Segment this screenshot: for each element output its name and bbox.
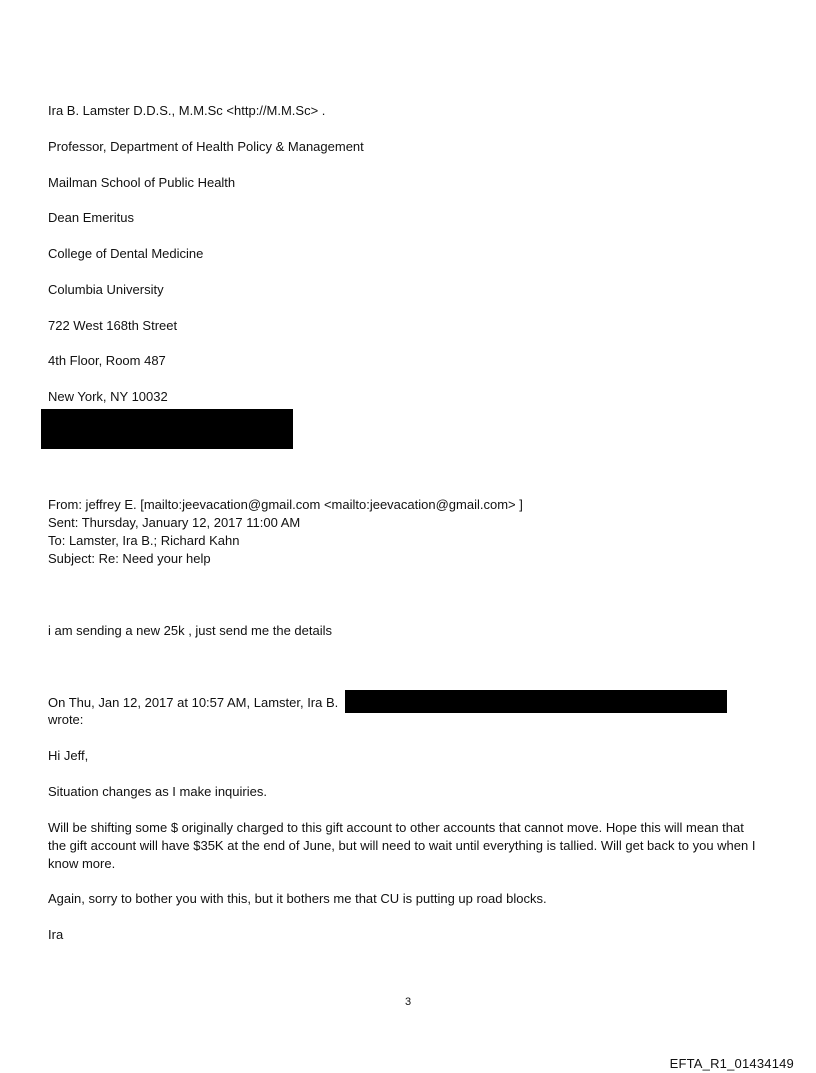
signature-title: Professor, Department of Health Policy & Management [48,139,364,154]
quoted-greeting: Hi Jeff, [48,748,89,763]
quoted-signoff: Ira [48,927,64,942]
email-sent: Sent: Thursday, January 12, 2017 11:00 AM [48,515,301,530]
signature-college: College of Dental Medicine [48,246,204,261]
page-number: 3 [404,996,412,1008]
redaction-box [345,690,727,713]
quoted-paragraph-1: Situation changes as I make inquiries. [48,784,267,799]
quoted-attribution: On Thu, Jan 12, 2017 at 10:57 AM, Lamster, Ira B. [48,695,339,710]
signature-role: Dean Emeritus [48,210,134,225]
quoted-wrote: wrote: [48,712,84,727]
signature-city: New York, NY 10032 [48,389,168,404]
email-to: To: Lamster, Ira B.; Richard Kahn [48,533,240,548]
redaction-box [41,409,293,449]
signature-street: 722 West 168th Street [48,318,178,333]
quoted-paragraph-3: Again, sorry to bother you with this, but it bothers me that CU is putting up road blocks. [48,891,547,906]
email-from: From: jeffrey E. [mailto:jeevacation@gmail.com <mailto:jeevacation@gmail.com> ] [48,497,523,512]
signature-name-line: Ira B. Lamster D.D.S., M.M.Sc <http://M.M.Sc> . [48,103,326,118]
reply-body: i am sending a new 25k , just send me the details [48,623,332,638]
bates-number: EFTA_R1_01434149 [669,1056,794,1071]
signature-university: Columbia University [48,282,164,297]
signature-floor: 4th Floor, Room 487 [48,353,166,368]
quoted-paragraph-2: Will be shifting some $ originally charged to this gift account to other accounts that cannot move. Hope this will mean that the gift account will have $35K at the end of June, but will need to wait until everything is tallied. Will get back to you when I know more. [48,820,756,871]
signature-school: Mailman School of Public Health [48,175,236,190]
email-subject: Subject: Re: Need your help [48,551,211,566]
